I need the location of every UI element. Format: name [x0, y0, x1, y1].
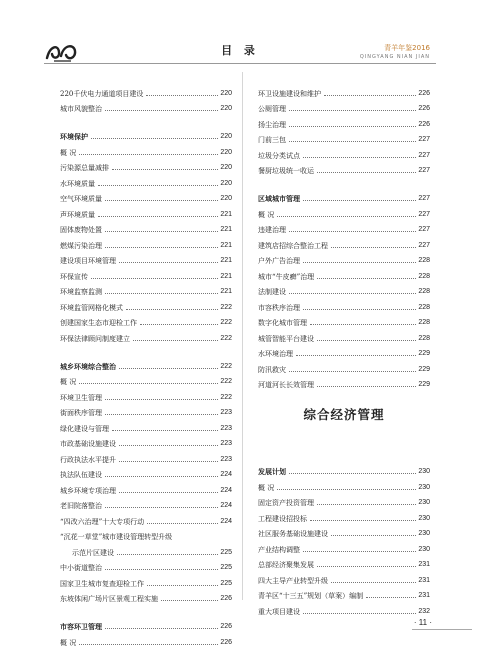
- toc-page-number: 230: [418, 530, 430, 537]
- toc-entry-title: 市政基础设施建设: [60, 440, 116, 448]
- toc-entry-title: 环保法律顾问制度建立: [60, 334, 130, 343]
- toc-entry[interactable]: [60, 172, 232, 188]
- toc-entry[interactable]: [60, 510, 232, 526]
- toc-leader-dots: [105, 247, 218, 248]
- toc-entry[interactable]: [60, 479, 232, 495]
- toc-right-column-lower: [258, 456, 430, 616]
- toc-entry[interactable]: [258, 523, 430, 539]
- toc-leader-dots: [98, 216, 218, 217]
- page-number: · 11 ·: [413, 618, 432, 627]
- toc-entry-title: 水环境质量: [60, 179, 95, 188]
- toc-leader-dots: [105, 628, 218, 629]
- toc-leader-dots: [133, 340, 218, 341]
- toc-entry[interactable]: [60, 250, 232, 266]
- toc-page-number: 231: [418, 592, 430, 599]
- toc-page-number: 226: [418, 105, 430, 112]
- toc-leader-dots: [119, 262, 218, 263]
- toc-page-number: 222: [220, 378, 232, 385]
- toc-entry[interactable]: [60, 234, 232, 250]
- toc-page-number: 226: [418, 89, 430, 97]
- toc-leader-dots: [324, 95, 416, 96]
- toc-entry-title: 中小街道整治: [60, 564, 102, 572]
- toc-page-number: 228: [418, 272, 430, 280]
- toc-entry-title: 概 况: [60, 148, 77, 157]
- toc-page-number: 226: [220, 638, 232, 646]
- toc-entry[interactable]: [60, 141, 232, 157]
- toc-entry-title: “四改六治理”十大专项行动: [60, 517, 145, 526]
- toc-section-heading[interactable]: [60, 611, 232, 631]
- toc-leader-dots: [317, 566, 416, 567]
- toc-page-number: 223: [220, 424, 232, 432]
- toc-entry-title: 垃圾分类试点: [258, 151, 300, 160]
- toc-entry[interactable]: [258, 554, 430, 570]
- toc-entry-title: “沉花一草堂”城市建设管理转型升级: [60, 533, 173, 541]
- toc-page-number: 226: [220, 595, 232, 602]
- toc-page-number: 228: [418, 334, 430, 342]
- page-title: 目 录: [221, 44, 259, 57]
- toc-page-number: 220: [220, 133, 232, 140]
- toc-page-number: 227: [418, 226, 430, 233]
- toc-entry-title: 水环境治理: [258, 350, 293, 358]
- toc-leader-dots: [105, 414, 218, 415]
- toc-entry-title: 固定资产投资管理: [258, 499, 314, 507]
- toc-page-number: 226: [418, 120, 430, 128]
- toc-entry-title: 老旧院落整治: [60, 502, 102, 510]
- toc-entry-title: 发展计划: [258, 468, 286, 476]
- toc-leader-dots: [277, 489, 416, 490]
- toc-leader-dots: [98, 185, 218, 186]
- toc-leader-dots: [119, 492, 218, 493]
- toc-entry-title: 220千伏电力通道项目建设: [60, 89, 144, 98]
- toc-page-number: 227: [418, 210, 430, 218]
- toc-page-number: 228: [418, 303, 430, 311]
- toc-page-number: 230: [418, 483, 430, 491]
- toc-entry[interactable]: [258, 585, 430, 601]
- toc-leader-dots: [289, 141, 416, 142]
- toc-entry-title: 总部经济聚集发展: [258, 561, 314, 569]
- toc-page-number: 221: [220, 257, 232, 264]
- toc-leader-dots: [112, 169, 218, 170]
- toc-section-heading[interactable]: [258, 456, 430, 476]
- toc-entry-title: 燃煤污染治理: [60, 241, 102, 250]
- toc-entry[interactable]: [60, 386, 232, 402]
- toc-leader-dots: [331, 247, 416, 248]
- toc-entry-title: 重大项目建设: [258, 607, 300, 616]
- toc-page-number: 229: [418, 381, 430, 388]
- toc-entry-title: 环卫设施建设和维护: [258, 89, 321, 98]
- toc-entry-title: 门前三包: [258, 136, 286, 144]
- toc-entry-title: 城乡环境专项治理: [60, 486, 116, 495]
- toc-page-number: 225: [220, 548, 232, 556]
- toc-entry[interactable]: [60, 371, 232, 387]
- toc-entry[interactable]: [258, 98, 430, 114]
- toc-entry-title: 环保宣传: [60, 272, 88, 281]
- toc-page-number: 220: [220, 148, 232, 156]
- toc-leader-dots: [317, 340, 416, 341]
- toc-leader-dots: [105, 399, 218, 400]
- toc-entry-title: 城市风貌整治: [60, 105, 102, 113]
- toc-entry-title: 公厕管理: [258, 105, 286, 113]
- toc-entry-title: 概 况: [60, 638, 77, 647]
- toc-entry-title: 固体废物处置: [60, 226, 102, 234]
- toc-page-number: 221: [220, 272, 232, 280]
- toc-leader-dots: [91, 278, 218, 279]
- toc-entry-title: 声环境质量: [60, 210, 95, 219]
- toc-leader-dots: [146, 95, 218, 96]
- toc-leader-dots: [79, 644, 218, 645]
- toc-section-heading[interactable]: [258, 183, 430, 203]
- toc-page-number: 227: [418, 195, 430, 202]
- toc-entry-title: 国家卫生城市复查迎检工作: [60, 579, 144, 588]
- toc-leader-dots: [303, 551, 416, 552]
- toc-entry[interactable]: [258, 492, 430, 508]
- toc-page-number: 221: [220, 241, 232, 249]
- toc-entry-title: 环境监管网格化模式: [60, 303, 123, 312]
- column-divider: [242, 72, 243, 600]
- toc-entry[interactable]: [258, 507, 430, 523]
- toc-entry-title: 概 况: [258, 210, 275, 219]
- toc-page-number: 223: [220, 455, 232, 463]
- toc-page-number: 228: [418, 319, 430, 326]
- toc-leader-dots: [117, 554, 218, 555]
- toc-entry[interactable]: [258, 234, 430, 250]
- toc-entry[interactable]: [60, 464, 232, 480]
- toc-entry[interactable]: [258, 358, 430, 374]
- toc-leader-dots: [303, 262, 416, 263]
- toc-entry[interactable]: [60, 157, 232, 173]
- toc-entry-title: 建筑店招综合整治工程: [258, 241, 328, 250]
- toc-entry-title: 行政执法水平提升: [60, 455, 116, 464]
- toc-page-number: 231: [418, 561, 430, 568]
- toc-page-number: 224: [220, 471, 232, 478]
- toc-entry[interactable]: [258, 129, 430, 145]
- toc-page-number: 222: [220, 319, 232, 326]
- toc-page-number: 227: [418, 241, 430, 249]
- toc-leader-dots: [366, 597, 416, 598]
- toc-entry-title: 空气环境质量: [60, 195, 102, 203]
- toc-leader-dots: [317, 172, 416, 173]
- toc-leader-dots: [105, 231, 218, 232]
- toc-entry-title: 防汛救灾: [258, 365, 286, 374]
- toc-leader-dots: [140, 324, 218, 325]
- toc-entry-title: 概 况: [258, 483, 275, 492]
- toc-page-number: 222: [220, 393, 232, 401]
- toc-entry[interactable]: [258, 203, 430, 219]
- toc-leader-dots: [119, 461, 218, 462]
- toc-page-number: 223: [220, 440, 232, 447]
- toc-entry[interactable]: [60, 82, 232, 98]
- toc-page-number: 222: [220, 362, 232, 370]
- toc-left-column: [60, 82, 232, 647]
- toc-entry[interactable]: [60, 526, 232, 542]
- toc-leader-dots: [289, 473, 416, 474]
- toc-entry-title: 市容秩序治理: [258, 303, 300, 312]
- toc-page-number: 230: [418, 545, 430, 553]
- toc-entry[interactable]: [60, 495, 232, 511]
- toc-leader-dots: [79, 154, 218, 155]
- toc-leader-dots: [105, 293, 218, 294]
- toc-entry[interactable]: [258, 312, 430, 328]
- toc-entry-title: 建设项目环境管理: [60, 257, 116, 265]
- toc-entry[interactable]: [258, 374, 430, 390]
- toc-entry[interactable]: [60, 281, 232, 297]
- toc-page-number: 229: [418, 350, 430, 357]
- toc-entry-title: 城乡环境综合整治: [60, 362, 116, 371]
- toc-page-number: 230: [418, 514, 430, 522]
- toc-page-number: 221: [220, 226, 232, 233]
- toc-section-heading[interactable]: [60, 121, 232, 141]
- yearbook-pinyin: QINGYANG NIAN JIAN: [359, 54, 430, 60]
- toc-entry-title: 户外广告治理: [258, 257, 300, 265]
- toc-entry-title: 市容环卫管理: [60, 623, 102, 631]
- toc-entry[interactable]: [258, 82, 430, 98]
- toc-entry[interactable]: [60, 588, 232, 604]
- toc-entry-title: 环境保护: [60, 133, 88, 141]
- toc-page-number: 225: [220, 564, 232, 571]
- toc-entry-title: 城市“牛皮癣”治理: [258, 272, 315, 281]
- toc-leader-dots: [119, 368, 218, 369]
- toc-page-number: 222: [220, 303, 232, 311]
- toc-entry[interactable]: [60, 219, 232, 235]
- toc-leader-dots: [119, 445, 218, 446]
- toc-entry[interactable]: [258, 476, 430, 492]
- toc-entry-title: 青羊区“十三五”规划（草案）编制: [258, 592, 364, 600]
- toc-page-number: 224: [220, 517, 232, 525]
- toc-page-number: 228: [418, 288, 430, 295]
- toc-entry[interactable]: [60, 631, 232, 647]
- toc-right-column: [258, 82, 430, 389]
- toc-entry[interactable]: [60, 541, 232, 557]
- toc-page-number: 230: [418, 468, 430, 475]
- toc-page-number: 224: [220, 486, 232, 494]
- toc-section-heading[interactable]: [60, 351, 232, 371]
- toc-entry-title: 污染源总量减排: [60, 164, 109, 172]
- toc-entry-title: 产业结构调整: [258, 545, 300, 554]
- toc-page-number: 227: [418, 167, 430, 174]
- toc-page-number: 232: [418, 607, 430, 615]
- toc-entry-title: 环境卫生管理: [60, 393, 102, 402]
- toc-leader-dots: [105, 110, 218, 111]
- toc-leader-dots: [303, 309, 416, 310]
- toc-entry-title: 创建国家生态市迎检工作: [60, 319, 137, 327]
- toc-entry-title: 扬尘治理: [258, 120, 286, 129]
- toc-entry[interactable]: [60, 296, 232, 312]
- toc-leader-dots: [289, 231, 416, 232]
- toc-entry[interactable]: [258, 569, 430, 585]
- toc-entry-title: 街面秩序管理: [60, 409, 102, 417]
- toc-entry-title: 四大主导产业转型升级: [258, 576, 328, 585]
- toc-entry-title: 绿化建设与管理: [60, 424, 109, 433]
- toc-entry[interactable]: [258, 144, 430, 160]
- toc-entry[interactable]: [60, 312, 232, 328]
- toc-entry[interactable]: [60, 188, 232, 204]
- toc-leader-dots: [289, 110, 416, 111]
- toc-leader-dots: [112, 430, 218, 431]
- toc-page-number: 230: [418, 499, 430, 506]
- header-rule: [44, 63, 436, 64]
- toc-page-number: 229: [418, 365, 430, 373]
- toc-leader-dots: [303, 200, 416, 201]
- toc-page-number: 221: [220, 210, 232, 218]
- toc-page-number: 220: [220, 179, 232, 187]
- toc-entry[interactable]: [258, 327, 430, 343]
- toc-leader-dots: [289, 293, 416, 294]
- toc-leader-dots: [296, 355, 416, 356]
- toc-entry[interactable]: [60, 203, 232, 219]
- toc-page-number: 227: [418, 151, 430, 159]
- toc-page-number: 227: [418, 136, 430, 143]
- toc-leader-dots: [317, 278, 416, 279]
- toc-entry[interactable]: [258, 160, 430, 176]
- toc-leader-dots: [317, 504, 416, 505]
- toc-entry[interactable]: [258, 281, 430, 297]
- chapter-title: 综合经济管理: [303, 407, 385, 422]
- toc-entry[interactable]: [258, 538, 430, 554]
- toc-entry-title: 社区服务基础设施建设: [258, 530, 328, 538]
- toc-leader-dots: [105, 507, 218, 508]
- toc-entry-title: 餐厨垃圾统一收运: [258, 167, 314, 175]
- toc-page-number: 226: [220, 623, 232, 630]
- toc-entry-title: 东坡体闲广场片区景观工程实施: [60, 595, 158, 603]
- toc-page-number: 220: [220, 89, 232, 97]
- toc-page-number: 231: [418, 576, 430, 584]
- toc-entry[interactable]: [60, 433, 232, 449]
- toc-leader-dots: [79, 383, 218, 384]
- toc-page-number: 222: [220, 334, 232, 342]
- toc-page-number: 220: [220, 105, 232, 112]
- toc-leader-dots: [126, 309, 218, 310]
- toc-page-number: 221: [220, 288, 232, 295]
- toc-entry-title: 工程建设招投标: [258, 514, 307, 523]
- toc-entry-title: 环境监察监测: [60, 288, 102, 296]
- toc-entry-title: 法制建设: [258, 288, 286, 296]
- toc-entry-title: 概 况: [60, 378, 77, 386]
- toc-page-number: 220: [220, 195, 232, 202]
- toc-entry[interactable]: [258, 600, 430, 616]
- toc-leader-dots: [105, 200, 218, 201]
- toc-leader-dots: [161, 600, 218, 601]
- toc-leader-dots: [331, 582, 416, 583]
- toc-entry[interactable]: [60, 572, 232, 588]
- toc-entry[interactable]: [258, 343, 430, 359]
- toc-leader-dots: [277, 216, 416, 217]
- toc-page-number: 228: [418, 257, 430, 264]
- toc-entry[interactable]: [60, 417, 232, 433]
- toc-entry-title: 区域城市管理: [258, 195, 300, 203]
- toc-leader-dots: [289, 126, 416, 127]
- toc-leader-dots: [147, 585, 218, 586]
- toc-leader-dots: [303, 613, 416, 614]
- toc-entry[interactable]: [60, 448, 232, 464]
- toc-leader-dots: [303, 157, 416, 158]
- toc-leader-dots: [105, 476, 218, 477]
- toc-page-number: 224: [220, 502, 232, 509]
- toc-entry[interactable]: [258, 296, 430, 312]
- toc-entry-title: 违建治理: [258, 226, 286, 234]
- toc-page-number: 225: [220, 579, 232, 587]
- toc-leader-dots: [310, 520, 416, 521]
- toc-entry[interactable]: [258, 113, 430, 129]
- toc-leader-dots: [147, 523, 218, 524]
- toc-entry-title: 城管智能平台建设: [258, 334, 314, 343]
- toc-leader-dots: [317, 386, 416, 387]
- toc-leader-dots: [310, 324, 416, 325]
- toc-entry[interactable]: [60, 265, 232, 281]
- toc-leader-dots: [105, 569, 218, 570]
- toc-entry[interactable]: [60, 98, 232, 114]
- toc-entry[interactable]: [258, 265, 430, 281]
- toc-entry-title: 数字化城市管理: [258, 319, 307, 327]
- toc-entry[interactable]: [60, 327, 232, 343]
- toc-entry-title: 执法队伍建设: [60, 471, 102, 479]
- toc-leader-dots: [331, 535, 416, 536]
- toc-entry[interactable]: [258, 219, 430, 235]
- toc-entry-title: 河道河长长效管理: [258, 381, 314, 389]
- toc-page-number: 220: [220, 164, 232, 171]
- toc-entry[interactable]: [60, 557, 232, 573]
- toc-leader-dots: [289, 371, 416, 372]
- toc-entry[interactable]: [258, 250, 430, 266]
- toc-entry[interactable]: [60, 402, 232, 418]
- yearbook-name: 青羊年鉴2016: [384, 44, 430, 52]
- toc-leader-dots: [91, 138, 218, 139]
- toc-page-number: 223: [220, 409, 232, 416]
- toc-entry-title: 示范片区建设: [72, 548, 114, 557]
